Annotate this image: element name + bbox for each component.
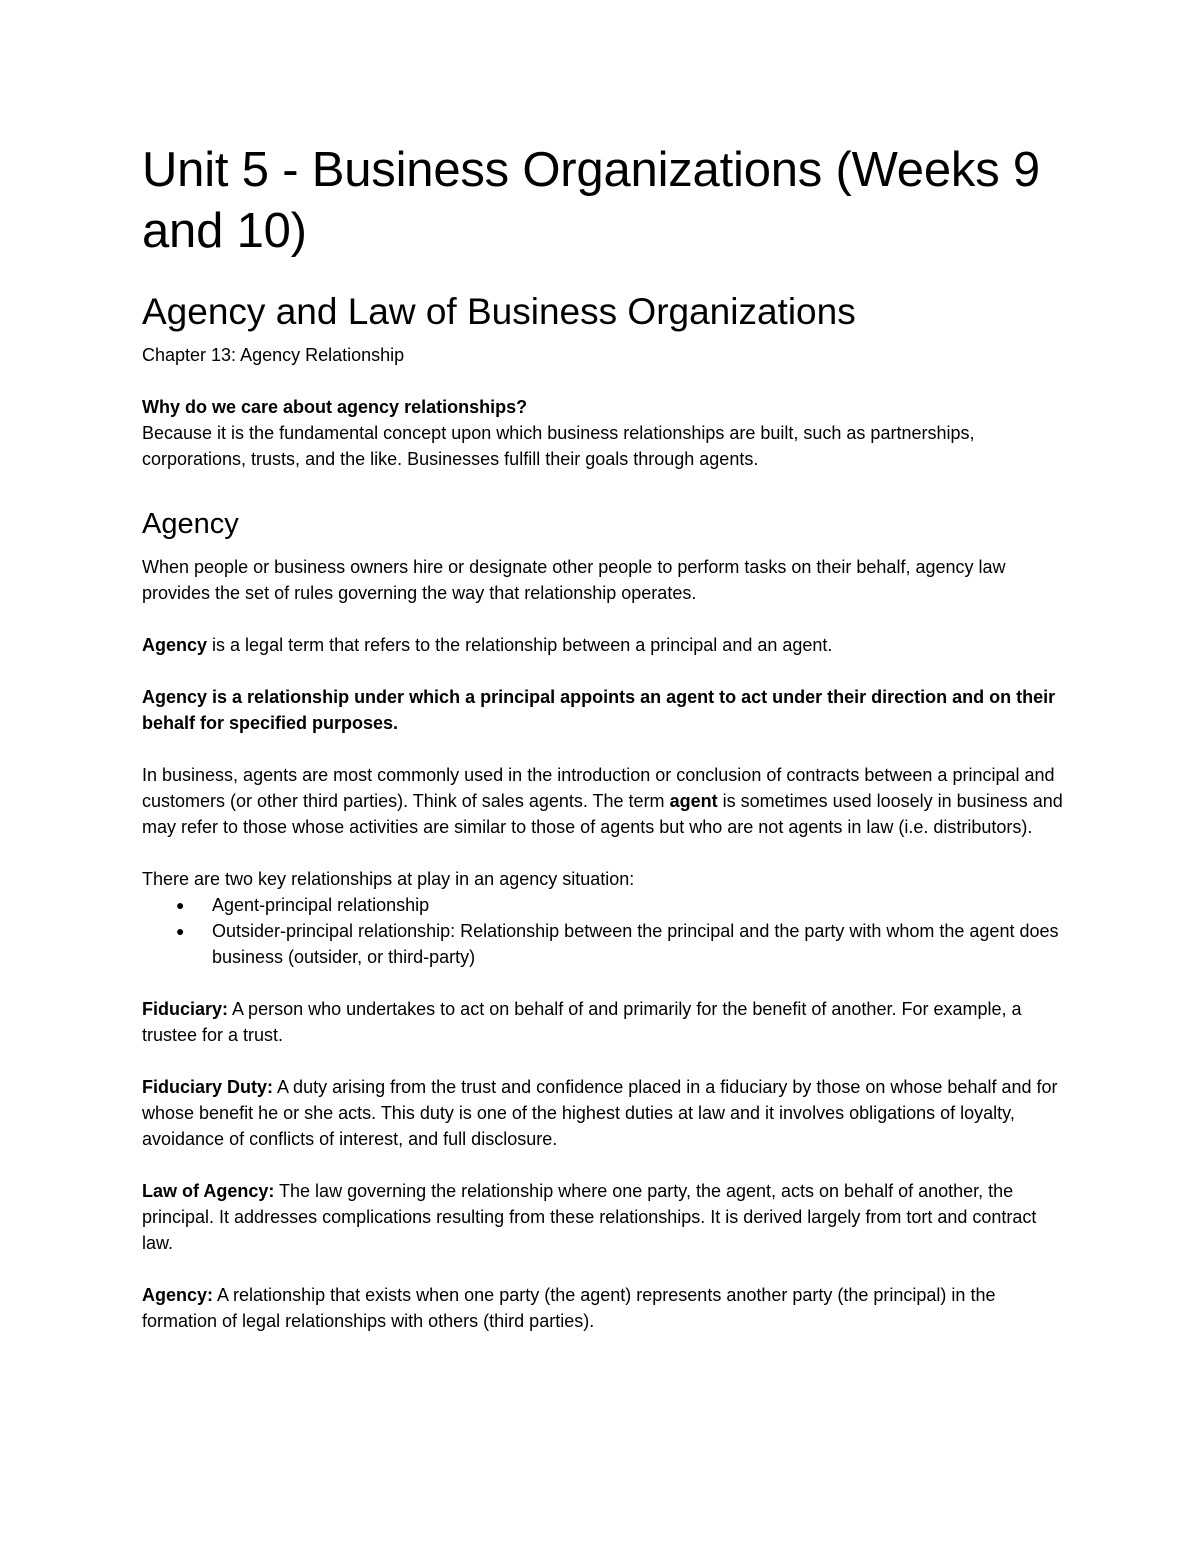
section-heading: Agency and Law of Business Organizations (142, 291, 856, 332)
agency-intro: When people or business owners hire or designate other people to perform tasks on their behalf, agency law provides the set of rules governing the way that relationship operates. (142, 557, 1006, 603)
bullet-icon: ● (176, 897, 185, 913)
agency-term-text: is a legal term that refers to the relationship between a principal and an agent. (207, 635, 833, 655)
agency-bold-definition-text: Agency is a relationship under which a principal appoints an agent to act under their direction and on their behalf for specified purposes. (142, 687, 1056, 733)
relationships-list (142, 892, 1067, 970)
bullet-icon: ● (176, 923, 185, 939)
agency-heading: Agency (142, 508, 239, 540)
definition-term: Agency: (142, 1285, 214, 1305)
business-paragraph-bold-term: agent (669, 791, 718, 811)
business-paragraph-part2: is sometimes used loosely in business and may refer to those whose activities are similar to those of agents but who are not agents in law (i.e. distributors). (142, 791, 1063, 837)
definition-text: A duty arising from the trust and confidence placed in a fiduciary by those on whose behalf and for whose benefit he or she acts. This duty is one of the highest duties at law and it involves obligations of loyalty, avoidance of conflicts of interest, and full disclosure. (142, 1077, 1058, 1149)
business-paragraph (142, 762, 1067, 840)
definition-term: Fiduciary: (142, 999, 229, 1019)
definition-text: A person who undertakes to act on behalf of and primarily for the benefit of another. For example, a trustee for a trust. (142, 999, 1022, 1045)
chapter-subtitle: Chapter 13: Agency Relationship (142, 345, 405, 365)
definition-fiduciary (142, 996, 1067, 1048)
why-answer: Because it is the fundamental concept upon which business relationships are built, such as partnerships, corporations, trusts, and the like. Businesses fulfill their goals through agents. (142, 423, 975, 469)
agency-term-paragraph (142, 632, 1067, 658)
list-item (142, 892, 1067, 918)
document-page (142, 140, 1067, 1334)
why-question (142, 394, 1067, 420)
why-question-text: Why do we care about agency relationships? (142, 397, 528, 417)
business-paragraph-part1: In business, agents are most commonly used in the introduction or conclusion of contracts between a principal and customers (or other third parties). Think of sales agents. The term (142, 765, 1055, 811)
definition-law-of-agency (142, 1178, 1067, 1256)
list-item (142, 918, 1067, 970)
definition-agency (142, 1282, 1067, 1334)
relationships-intro: There are two key relationships at play in an agency situation: (142, 869, 635, 889)
agency-bold-definition (142, 684, 1067, 736)
list-item-text: Agent-principal relationship (212, 895, 430, 915)
definition-text: The law governing the relationship where one party, the agent, acts on behalf of another, the principal. It addresses complications resulting from these relationships. It is derived largely from tort and contract law. (142, 1181, 1037, 1253)
document-title: Unit 5 - Business Organizations (Weeks 9 and 10) (142, 143, 1040, 258)
definition-term: Law of Agency: (142, 1181, 275, 1201)
definition-text: A relationship that exists when one party (the agent) represents another party (the principal) in the formation of legal relationships with others (third parties). (142, 1285, 996, 1331)
definition-term: Fiduciary Duty: (142, 1077, 274, 1097)
agency-term-label: Agency (142, 635, 208, 655)
list-item-text: Outsider-principal relationship: Relationship between the principal and the party with whom the agent does business (outsider, or third-party) (212, 921, 1059, 967)
definition-fiduciary-duty (142, 1074, 1067, 1152)
